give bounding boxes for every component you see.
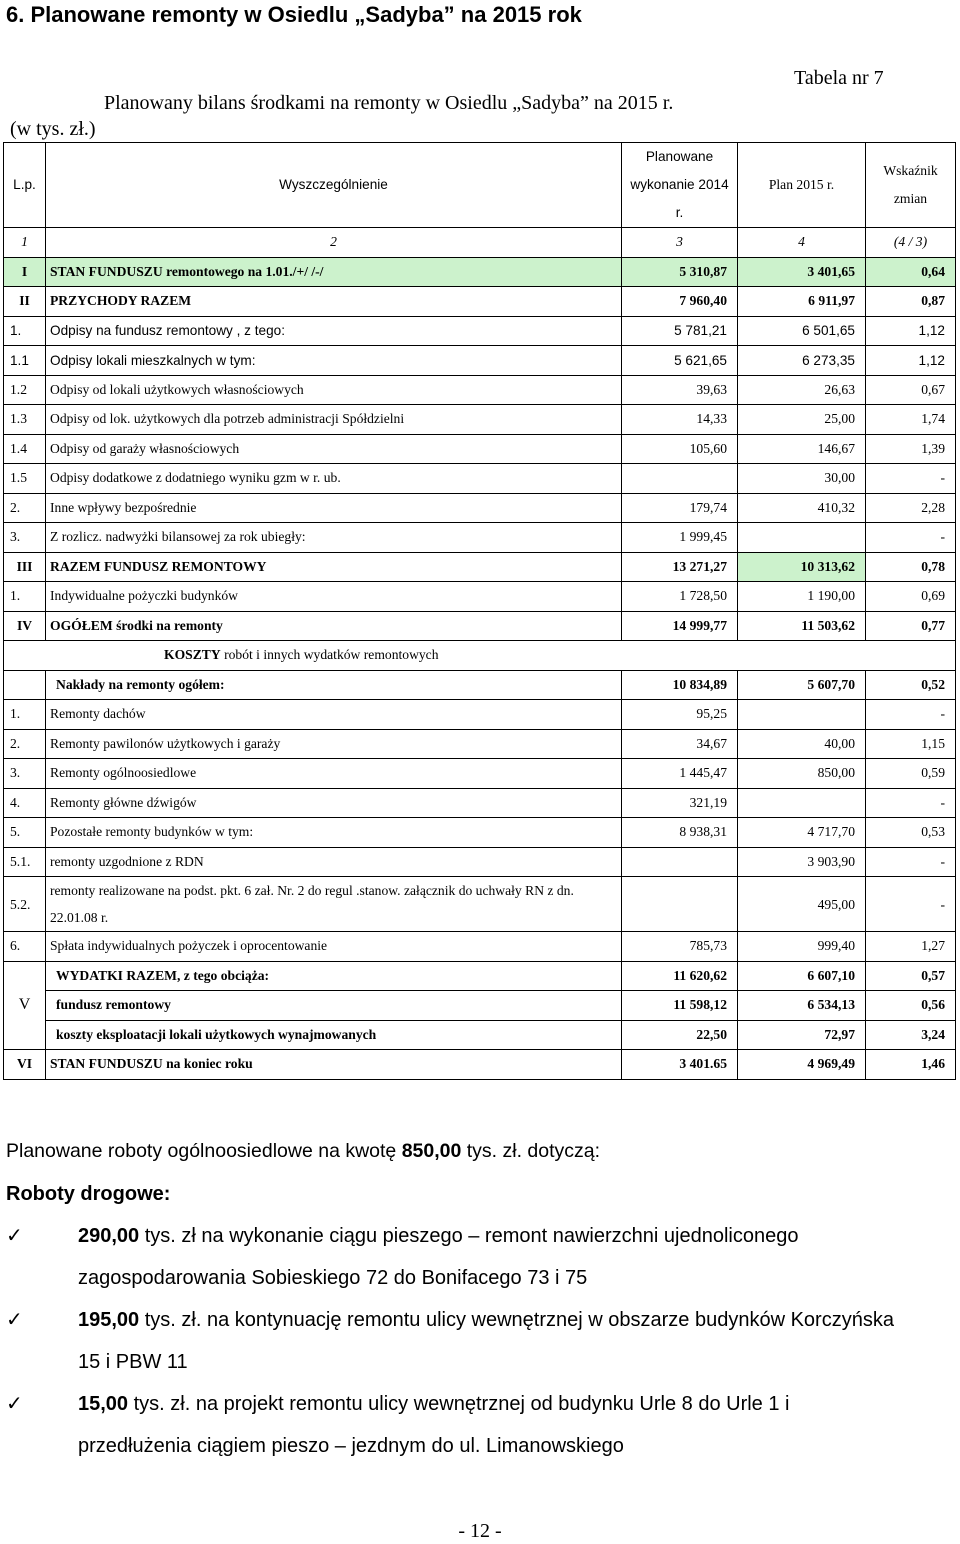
column-number: 2 (46, 228, 622, 258)
section-title: 6. Planowane remonty w Osiedlu „Sadyba” na 2015 rok (6, 2, 582, 27)
header-lp: L.p. (4, 143, 46, 228)
row-description: Remonty dachów (46, 700, 622, 730)
row-indicator: - (866, 523, 956, 553)
budget-table (3, 142, 956, 1080)
table-number: Tabela nr 7 (794, 67, 884, 89)
lead-amount: 850,00 (401, 1140, 462, 1162)
row-value-2014: 5 781,21 (622, 316, 738, 346)
row-indicator: 1,12 (866, 346, 956, 376)
road-item-text (78, 1215, 898, 1299)
row-description: Remonty pawilonów użytkowych i garaży (46, 729, 622, 759)
header-planned-2014: Planowane wykonanie 2014 r. (622, 143, 738, 228)
road-item-text (78, 1299, 898, 1383)
table-row (4, 847, 956, 877)
table-row (4, 759, 956, 789)
row-indicator: 2,28 (866, 493, 956, 523)
units-label: (w tys. zł.) (10, 118, 96, 140)
row-description: Odpisy lokali mieszkalnych w tym: (46, 346, 622, 376)
row-value-2015: 6 911,97 (738, 287, 866, 317)
row-value-2014 (622, 877, 738, 932)
column-number: 3 (622, 228, 738, 258)
row-indicator: 1,12 (866, 316, 956, 346)
row-lp: 4. (4, 788, 46, 818)
row-value-2014: 95,25 (622, 700, 738, 730)
row-value-2015: 10 313,62 (738, 552, 866, 582)
table-row (4, 257, 956, 287)
row-indicator: 0,57 (866, 961, 956, 991)
row-value-2014: 8 938,31 (622, 818, 738, 848)
row-lp: 1. (4, 316, 46, 346)
row-value-2014: 7 960,40 (622, 287, 738, 317)
row-value-2014: 5 310,87 (622, 257, 738, 287)
row-indicator: 0,56 (866, 991, 956, 1021)
road-item-amount: 15,00 (78, 1393, 129, 1415)
row-value-2014: 5 621,65 (622, 346, 738, 376)
row-indicator: 0,78 (866, 552, 956, 582)
row-value-2015: 3 401,65 (738, 257, 866, 287)
row-value-2015 (738, 700, 866, 730)
row-indicator: - (866, 877, 956, 932)
row-value-2014 (622, 464, 738, 494)
header-plan-2015: Plan 2015 r. (738, 143, 866, 228)
table-row (4, 1050, 956, 1080)
row-value-2014 (622, 847, 738, 877)
row-description: Pozostałe remonty budynków w tym: (46, 818, 622, 848)
row-value-2014: 22,50 (622, 1020, 738, 1050)
lead-suffix: tys. zł. dotyczą: (461, 1140, 601, 1162)
row-description: STAN FUNDUSZU na koniec roku (46, 1050, 622, 1080)
row-value-2014: 11 620,62 (622, 961, 738, 991)
row-value-2015: 410,32 (738, 493, 866, 523)
table-row (4, 932, 956, 962)
table-row (4, 611, 956, 641)
road-item-text (78, 1383, 898, 1467)
row-value-2015: 6 607,10 (738, 961, 866, 991)
row-lp: 3. (4, 759, 46, 789)
table-row (4, 1020, 956, 1050)
page-number: - 12 - (458, 1520, 502, 1542)
row-lp: VI (4, 1050, 46, 1080)
row-description: Remonty główne dźwigów (46, 788, 622, 818)
costs-heading-row (4, 641, 956, 671)
header-indicator: Wskaźnik zmian (866, 143, 956, 228)
row-lp: III (4, 552, 46, 582)
row-value-2014: 1 445,47 (622, 759, 738, 789)
row-value-2015: 72,97 (738, 1020, 866, 1050)
row-value-2014: 14 999,77 (622, 611, 738, 641)
row-value-2015: 850,00 (738, 759, 866, 789)
table-row (4, 788, 956, 818)
table-row (4, 316, 956, 346)
row-value-2015: 11 503,62 (738, 611, 866, 641)
row-value-2014: 39,63 (622, 375, 738, 405)
checkmark-icon: ✓ (6, 1309, 23, 1331)
row-value-2015: 40,00 (738, 729, 866, 759)
row-indicator: 1,74 (866, 405, 956, 435)
table-row (4, 346, 956, 376)
row-lp: II (4, 287, 46, 317)
row-description: Odpisy dodatkowe z dodatniego wyniku gzm w r. ub. (46, 464, 622, 494)
road-item-amount: 290,00 (78, 1225, 140, 1247)
row-value-2014: 1 728,50 (622, 582, 738, 612)
row-description: Remonty ogólnoosiedlowe (46, 759, 622, 789)
row-value-2014: 14,33 (622, 405, 738, 435)
row-description: Indywidualne pożyczki budynków (46, 582, 622, 612)
row-indicator: 0,64 (866, 257, 956, 287)
row-lp: I (4, 257, 46, 287)
column-numbers-row (4, 228, 956, 258)
roads-heading: Roboty drogowe: (6, 1183, 171, 1205)
table-row (4, 991, 956, 1021)
table-header-row (4, 143, 956, 228)
column-number: (4 / 3) (866, 228, 956, 258)
table-row (4, 700, 956, 730)
row-indicator: 3,24 (866, 1020, 956, 1050)
road-item-description: tys. zł. na projekt remontu ulicy wewnętrznej od budynku Urle 8 do Urle 1 i przedłużenia ciągiem pieszo – jezdnym do ul. Limanowskiego (78, 1393, 790, 1457)
row-value-2014: 11 598,12 (622, 991, 738, 1021)
row-value-2015: 4 717,70 (738, 818, 866, 848)
table-row (4, 582, 956, 612)
row-description: OGÓŁEM środki na remonty (46, 611, 622, 641)
row-value-2015: 6 501,65 (738, 316, 866, 346)
table-row (4, 464, 956, 494)
row-indicator: - (866, 464, 956, 494)
row-lp: IV (4, 611, 46, 641)
row-value-2014: 179,74 (622, 493, 738, 523)
row-value-2014: 13 271,27 (622, 552, 738, 582)
row-indicator: - (866, 847, 956, 877)
row-value-2015: 495,00 (738, 877, 866, 932)
costs-heading (4, 641, 956, 671)
row-lp: 5. (4, 818, 46, 848)
row-value-2014: 10 834,89 (622, 670, 738, 700)
row-description: RAZEM FUNDUSZ REMONTOWY (46, 552, 622, 582)
row-lp: 6. (4, 932, 46, 962)
column-number: 1 (4, 228, 46, 258)
row-description: remonty realizowane na podst. pkt. 6 zał. Nr. 2 do regul .stanow. załącznik do uchwały RN z dn. 22.01.08 r. (46, 877, 622, 932)
costs-heading-bold: KOSZTY (164, 647, 221, 663)
row-description: Z rozlicz. nadwyżki bilansowej za rok ubiegły: (46, 523, 622, 553)
row-value-2015: 1 190,00 (738, 582, 866, 612)
road-item-amount: 195,00 (78, 1309, 140, 1331)
lead-prefix: Planowane roboty ogólnoosiedlowe na kwotę (6, 1140, 402, 1162)
row-indicator: 0,59 (866, 759, 956, 789)
row-lp: 1.5 (4, 464, 46, 494)
row-value-2015: 3 903,90 (738, 847, 866, 877)
row-lp: 1.2 (4, 375, 46, 405)
row-value-2014: 1 999,45 (622, 523, 738, 553)
header-description: Wyszczególnienie (46, 143, 622, 228)
row-description: WYDATKI RAZEM, z tego obciąża: (46, 961, 622, 991)
row-indicator: 0,87 (866, 287, 956, 317)
table-row (4, 729, 956, 759)
row-value-2015: 5 607,70 (738, 670, 866, 700)
row-value-2014: 321,19 (622, 788, 738, 818)
row-indicator: 1,27 (866, 932, 956, 962)
row-description: Nakłady na remonty ogółem: (46, 670, 622, 700)
row-lp: 1.4 (4, 434, 46, 464)
row-value-2015: 999,40 (738, 932, 866, 962)
row-description: STAN FUNDUSZU remontowego na 1.01./+/ /-/ (46, 257, 622, 287)
row-description: Inne wpływy bezpośrednie (46, 493, 622, 523)
row-lp: V (4, 961, 46, 1050)
row-description: Odpisy od lok. użytkowych dla potrzeb administracji Spółdzielni (46, 405, 622, 435)
planned-works-lead (6, 1140, 600, 1163)
row-indicator: 0,69 (866, 582, 956, 612)
row-lp: 5.1. (4, 847, 46, 877)
table-row (4, 670, 956, 700)
row-value-2015: 6 534,13 (738, 991, 866, 1021)
row-value-2014: 105,60 (622, 434, 738, 464)
table-row (4, 434, 956, 464)
row-lp: 3. (4, 523, 46, 553)
row-value-2015 (738, 523, 866, 553)
row-lp: 1. (4, 582, 46, 612)
checkmark-icon: ✓ (6, 1225, 23, 1247)
checkmark-icon: ✓ (6, 1393, 23, 1415)
row-indicator: 1,15 (866, 729, 956, 759)
table-row (4, 877, 956, 932)
costs-heading-rest: robót i innych wydatków remontowych (220, 647, 439, 663)
table-row (4, 818, 956, 848)
row-description: PRZYCHODY RAZEM (46, 287, 622, 317)
row-lp: 1.1 (4, 346, 46, 376)
row-value-2015 (738, 788, 866, 818)
row-description: Odpisy od lokali użytkowych własnościowych (46, 375, 622, 405)
table-row (4, 552, 956, 582)
row-description: Odpisy na fundusz remontowy , z tego: (46, 316, 622, 346)
row-value-2015: 26,63 (738, 375, 866, 405)
row-indicator: 0,52 (866, 670, 956, 700)
row-lp: 2. (4, 493, 46, 523)
table-row (4, 405, 956, 435)
row-indicator: 1,46 (866, 1050, 956, 1080)
road-item-description: tys. zł. na kontynuację remontu ulicy wewnętrznej w obszarze budynków Korczyńska 15 i PBW 11 (78, 1309, 894, 1373)
row-value-2015: 4 969,49 (738, 1050, 866, 1080)
row-description: Odpisy od garaży własnościowych (46, 434, 622, 464)
row-indicator: - (866, 788, 956, 818)
table-row (4, 375, 956, 405)
table-row (4, 287, 956, 317)
column-number: 4 (738, 228, 866, 258)
row-lp: 1.3 (4, 405, 46, 435)
row-value-2015: 146,67 (738, 434, 866, 464)
row-indicator: - (866, 700, 956, 730)
row-value-2014: 785,73 (622, 932, 738, 962)
row-value-2015: 25,00 (738, 405, 866, 435)
row-description: koszty eksploatacji lokali użytkowych wynajmowanych (46, 1020, 622, 1050)
row-value-2014: 34,67 (622, 729, 738, 759)
row-value-2014: 3 401.65 (622, 1050, 738, 1080)
row-lp: 1. (4, 700, 46, 730)
row-lp (4, 670, 46, 700)
table-row (4, 961, 956, 991)
row-lp: 2. (4, 729, 46, 759)
row-indicator: 1,39 (866, 434, 956, 464)
table-row (4, 493, 956, 523)
row-value-2015: 30,00 (738, 464, 866, 494)
row-description: fundusz remontowy (46, 991, 622, 1021)
row-indicator: 0,67 (866, 375, 956, 405)
table-title: Planowany bilans środkami na remonty w Osiedlu „Sadyba” na 2015 r. (104, 92, 674, 114)
row-indicator: 0,77 (866, 611, 956, 641)
row-indicator: 0,53 (866, 818, 956, 848)
row-description: Spłata indywidualnych pożyczek i oprocentowanie (46, 932, 622, 962)
row-description: remonty uzgodnione z RDN (46, 847, 622, 877)
row-value-2015: 6 273,35 (738, 346, 866, 376)
road-item-description: tys. zł na wykonanie ciągu pieszego – remont nawierzchni ujednoliconego zagospodarowania Sobieskiego 72 do Bonifacego 73 i 75 (78, 1225, 799, 1289)
table-row (4, 523, 956, 553)
row-lp: 5.2. (4, 877, 46, 932)
